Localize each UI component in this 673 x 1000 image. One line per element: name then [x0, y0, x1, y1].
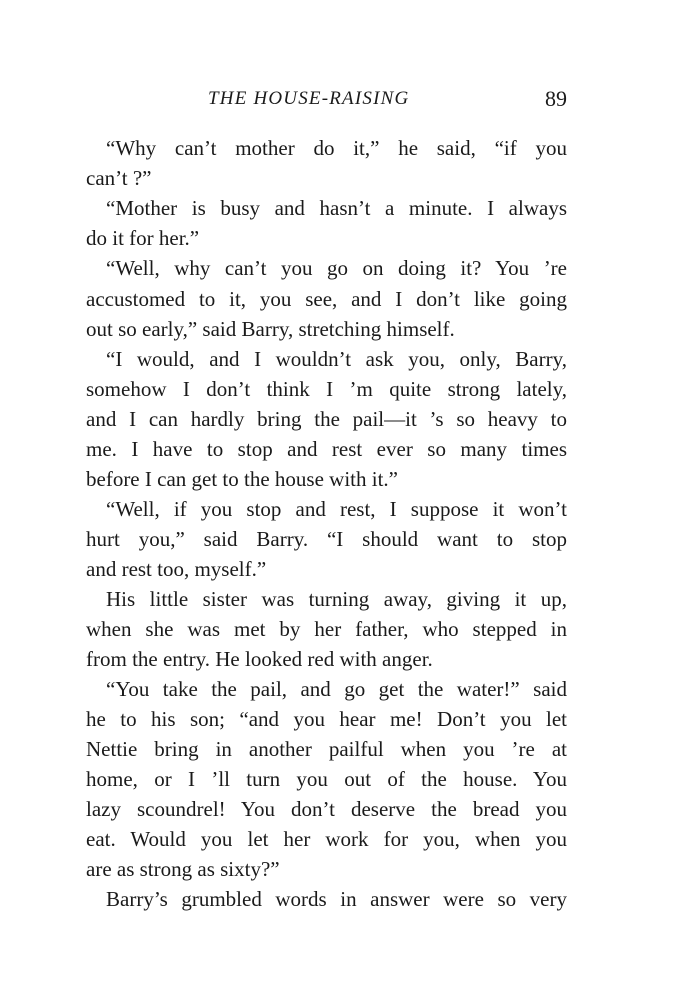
- text-line: are as strong as sixty?”: [86, 857, 280, 881]
- text-line: from the entry. He looked red with anger.: [86, 647, 433, 671]
- text-line: eat. Would you let her work for you, when you: [86, 827, 567, 851]
- text-line: “Well, why can’t you go on doing it? You ’re: [106, 256, 567, 280]
- text-line: home, or I ’ll turn you out of the house. You: [86, 767, 567, 791]
- text-line: “Why can’t mother do it,” he said, “if you: [106, 136, 567, 160]
- text-line: accustomed to it, you see, and I don’t like going: [86, 287, 567, 311]
- text-line: lazy scoundrel! You don’t deserve the bread you: [86, 797, 567, 821]
- text-line: hurt you,” said Barry. “I should want to stop: [86, 527, 567, 551]
- text-line: he to his son; “and you hear me! Don’t you let: [86, 707, 567, 731]
- text-line: and I can hardly bring the pail—it ’s so heavy to: [86, 407, 567, 431]
- text-line: Nettie bring in another pailful when you ’re at: [86, 737, 567, 761]
- text-line: “You take the pail, and go get the water!” said: [106, 677, 567, 701]
- chapter-title: THE HOUSE-RAISING: [208, 88, 410, 109]
- text-line: out so early,” said Barry, stretching himself.: [86, 317, 455, 341]
- text-line: can’t ?”: [86, 166, 152, 190]
- text-line: “Well, if you stop and rest, I suppose it won’t: [106, 497, 567, 521]
- text-line: when she was met by her father, who stepped in: [86, 617, 567, 641]
- page-number: 89: [545, 86, 567, 111]
- text-line: “I would, and I wouldn’t ask you, only, Barry,: [106, 347, 567, 371]
- text-line: and rest too, myself.”: [86, 557, 267, 581]
- text-line: His little sister was turning away, giving it up,: [106, 587, 567, 611]
- text-line: Barry’s grumbled words in answer were so very: [106, 887, 567, 911]
- text-line: “Mother is busy and hasn’t a minute. I always: [106, 196, 567, 220]
- text-line: me. I have to stop and rest ever so many times: [86, 437, 567, 461]
- text-line: before I can get to the house with it.”: [86, 467, 398, 491]
- text-line: do it for her.”: [86, 226, 200, 250]
- text-line: somehow I don’t think I ’m quite strong lately,: [86, 377, 567, 401]
- running-head: [0, 88, 673, 118]
